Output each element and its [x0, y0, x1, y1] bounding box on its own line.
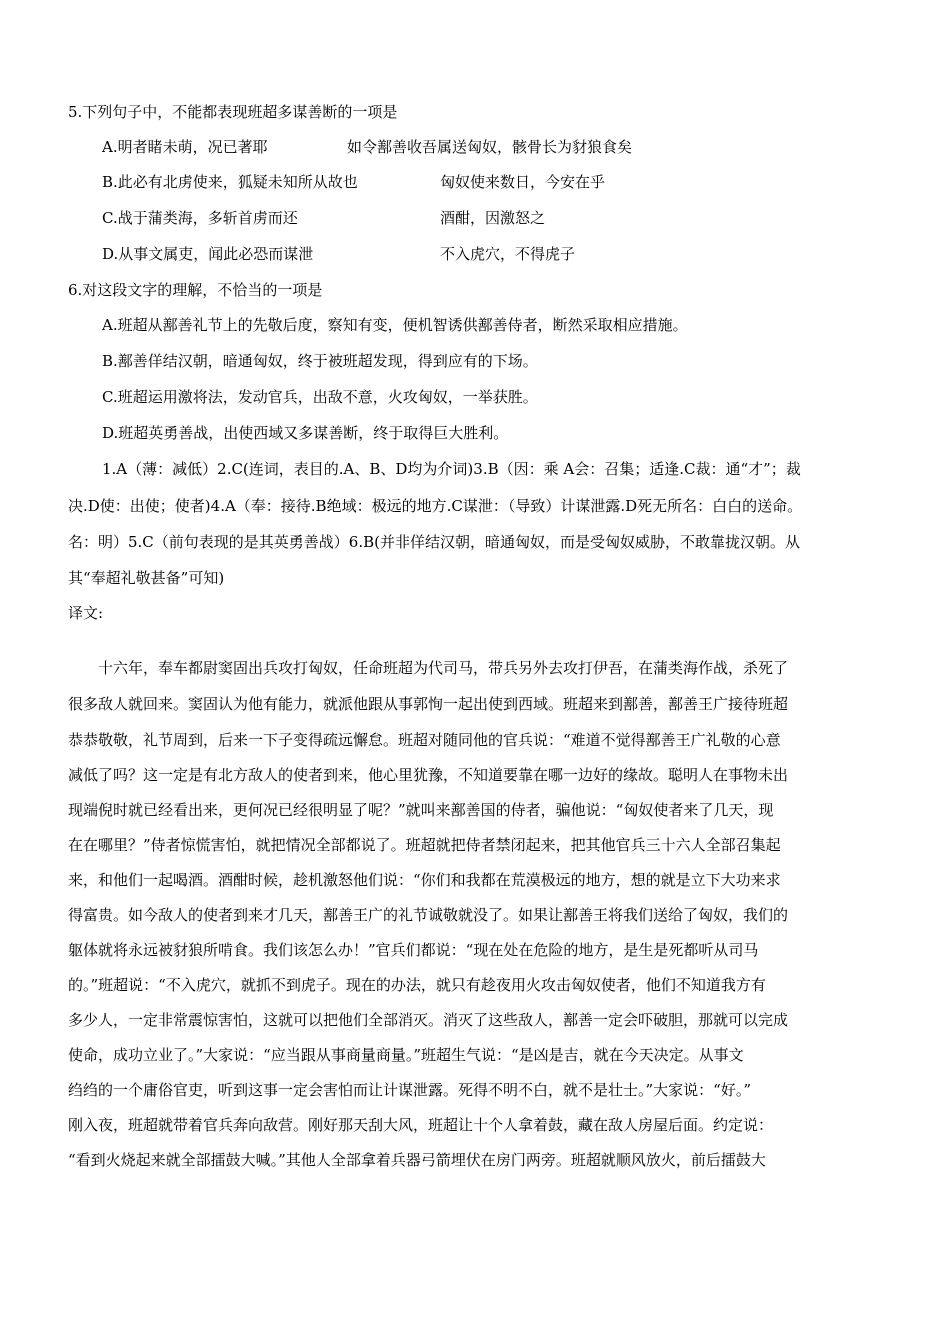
q5-option-b-left: B.此必有北虏使来，狐疑未知所从故也	[102, 173, 358, 191]
q6-option-c: C.班超运用激将法，发动官兵，出敌不意，火攻匈奴，一举获胜。	[102, 388, 538, 406]
answer-line-3: 名：明）5.C（前句表现的是其英勇善战）6.B(并非佯结汉朝，暗通匈奴，而是受匈奴威胁，不敢靠拢汉朝。从	[68, 533, 800, 551]
translation-line: 得富贵。如今敌人的使者到来才几天，鄯善王广的礼节诚敬就没了。如果让鄯善王将我们送给了匈奴，我们的	[68, 906, 789, 924]
translation-line: 在在哪里？”侍者惊慌害怕，就把情况全部都说了。班超就把侍者禁闭起来，把其他官兵三十六人全部召集起	[68, 836, 781, 854]
translation-line: 刚入夜，班超就带着官兵奔向敌营。刚好那天刮大风，班超让十个人拿着鼓，藏在敌人房屋后面。约定说：	[68, 1116, 774, 1134]
translation-line: 来，和他们一起喝酒。酒酣时候，趁机激怒他们说：“你们和我都在荒漠极远的地方，想的就是立下大功来求	[68, 871, 781, 889]
translation-line: 很多敌人就回来。窦固认为他有能力，就派他跟从事郭恂一起出使到西域。班超来到鄯善，鄯善王广接待班超	[68, 695, 789, 713]
translation-line: 现端倪时就已经看出来，更何况已经很明显了呢？”就叫来鄯善国的侍者，骗他说：“匈奴使者来了几天，现	[68, 801, 774, 819]
translation-line: 的。”班超说：“不入虎穴，就抓不到虎子。现在的办法，就只有趁夜用火攻击匈奴使者，他们不知道我方有	[68, 976, 766, 994]
question-5-stem: 5.下列句子中，不能都表现班超多谋善断的一项是	[68, 103, 398, 121]
translation-line: 使命，成功立业了。”大家说：“应当跟从事商量商量。”班超生气说：“是凶是吉，就在今天决定。从事文	[68, 1046, 744, 1064]
answer-line-1: 1.A（薄：减低）2.C(连词，表目的.A、B、D均为介词)3.B（因：乘 A会：召集；适逢.C裁：通“才”；裁	[102, 460, 801, 478]
q5-option-d-left: D.从事文属吏，闻此必恐而谋泄	[102, 245, 314, 263]
translation-line: 减低了吗？这一定是有北方敌人的使者到来，他心里犹豫，不知道要靠在哪一边好的缘故。聪明人在事物未出	[68, 766, 789, 784]
answer-line-2: 决.D使：出使；使者)4.A（奉：接待.B绝域：极远的地方.C谋泄：（导致）计谋泄露.D死无所名：白白的送命。	[68, 497, 803, 515]
translation-line: 绉绉的一个庸俗官吏，听到这事一定会害怕而让计谋泄露。死得不明不白，就不是壮士。”大家说：“好。”	[68, 1081, 752, 1099]
q5-option-a-right: 如令鄯善收吾属送匈奴，骸骨长为豺狼食矣	[347, 138, 633, 156]
translation-line: 多少人，一定非常震惊害怕，这就可以把他们全部消灭。消灭了这些敌人，鄯善一定会吓破胆，那就可以完成	[68, 1011, 789, 1029]
question-6-stem: 6.对这段文字的理解，不恰当的一项是	[68, 281, 323, 299]
q5-option-c-left: C.战于蒲类海，多斩首虏而还	[102, 209, 298, 227]
q5-option-d-right: 不入虎穴，不得虎子	[440, 245, 576, 263]
translation-line: 十六年，奉车都尉窦固出兵攻打匈奴，任命班超为代司马，带兵另外去攻打伊吾，在蒲类海作战，杀死了	[68, 659, 789, 677]
translation-line: 恭恭敬敬，礼节周到，后来一下子变得疏远懈怠。班超对随同他的官兵说：“难道不觉得鄯善王广礼敬的心意	[68, 731, 781, 749]
translation-line: “看到火烧起来就全部擂鼓大喊。”其他人全部拿着兵器弓箭埋伏在房门两旁。班超就顺风放火，前后擂鼓大	[68, 1151, 766, 1169]
q6-option-a: A.班超从鄯善礼节上的先敬后度，察知有变，便机智诱供鄯善侍者，断然采取相应措施。	[102, 316, 688, 334]
answer-line-4: 其“奉超礼敬甚备”可知)	[68, 569, 225, 587]
translation-line: 躯体就将永远被豺狼所啃食。我们该怎么办！”官兵们都说：“现在处在危险的地方，是生是死都听从司马	[68, 941, 759, 959]
translation-heading: 译文:	[68, 604, 104, 622]
q6-option-d: D.班超英勇善战，出使西域又多谋善断，终于取得巨大胜利。	[102, 424, 509, 442]
q5-option-a-left: A.明者睹未萌，况已著耶	[102, 138, 268, 156]
q6-option-b: B.鄯善佯结汉朝，暗通匈奴，终于被班超发现，得到应有的下场。	[102, 352, 538, 370]
q5-option-b-right: 匈奴使来数日，今安在乎	[440, 173, 606, 191]
q5-option-c-right: 酒酣，因激怒之	[440, 209, 546, 227]
